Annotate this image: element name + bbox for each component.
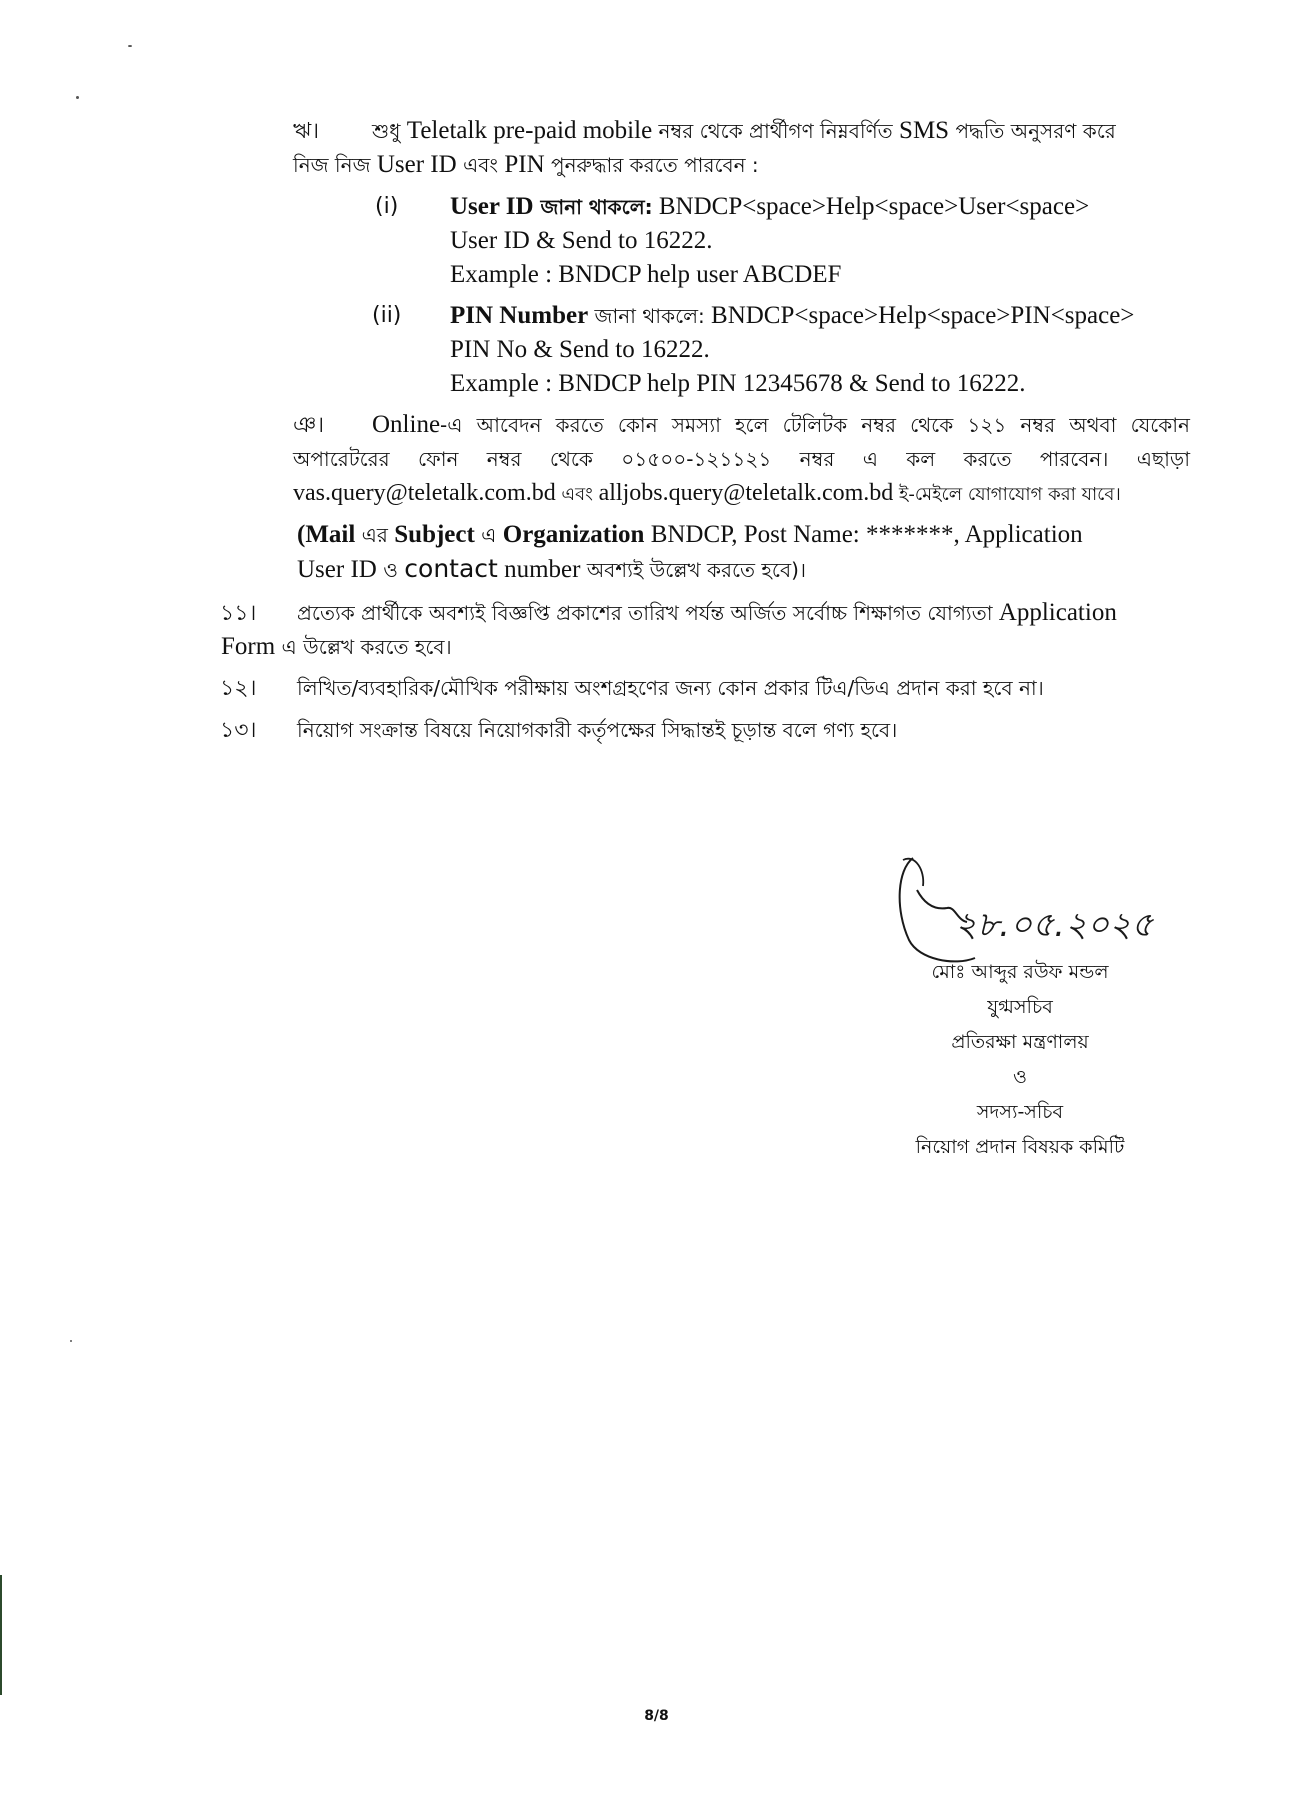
sub-i-marker: (i) bbox=[375, 194, 399, 219]
signature-block bbox=[880, 955, 1160, 1165]
item-kha-line-2: নিজ নিজ User ID এবং PIN পুনরুদ্ধার করতে পারবেন : bbox=[293, 151, 759, 178]
item-ga-note-line-1: (Mail এর Subject এ Organization BNDCP, Post Name: *******, Application bbox=[297, 521, 1083, 548]
sub-i-line-2: User ID & Send to 16222. bbox=[450, 227, 713, 254]
sub-ii-marker: (ii) bbox=[372, 303, 402, 328]
email-vas-query: vas.query@teletalk.com.bd bbox=[293, 480, 556, 506]
scan-speck bbox=[128, 45, 132, 47]
item-ga-note-line-2: User ID ও contact number অবশ্যই উল্লেখ করতে হবে)। bbox=[297, 554, 807, 583]
signatory-name: মোঃ আব্দুর রউফ মন্ডল bbox=[931, 961, 1109, 983]
item-12-text: লিখিত/ব্যবহারিক/মৌখিক পরীক্ষায় অংশগ্রহণের জন্য কোন প্রকার টিএ/ডিএ প্রদান করা হবে না। bbox=[297, 676, 1044, 700]
item-ga-marker: ঞ। bbox=[293, 413, 325, 438]
item-kha-marker: ঋ। bbox=[293, 119, 320, 144]
sub-ii-line-3: Example : BNDCP help PIN 12345678 & Send to 16222. bbox=[450, 370, 1026, 397]
item-11-line-2: Form এ উল্লেখ করতে হবে। bbox=[221, 633, 452, 660]
item-11-line-1: প্রত্যেক প্রার্থীকে অবশ্যই বিজ্ঞপ্তি প্রকাশের তারিখ পর্যন্ত অর্জিত সর্বোচ্চ শিক্ষাগত যোগ্যতা Application bbox=[297, 599, 1117, 626]
handwritten-signature bbox=[895, 850, 1175, 970]
signature-date: ২৮.০৫.২০২৫ bbox=[955, 905, 1154, 945]
signatory-designation: যুগ্মসচিব bbox=[987, 996, 1053, 1018]
item-kha-line-1: শুধু Teletalk pre-paid mobile নম্বর থেকে প্রার্থীগণ নিম্নবর্ণিত SMS পদ্ধতি অনুসরণ করে bbox=[372, 117, 1116, 144]
email-alljobs-query: alljobs.query@teletalk.com.bd bbox=[598, 480, 894, 506]
scan-edge-mark bbox=[0, 1575, 2, 1695]
signatory-committee: নিয়োগ প্রদান বিষয়ক কমিটি bbox=[915, 1136, 1125, 1158]
item-ga-line-1: Online-এ আবেদন করতে কোন সমস্যা হলে টেলিটক নম্বর থেকে ১২১ নম্বর অথবা যেকোন bbox=[372, 411, 1190, 438]
sub-i-line-1: User ID জানা থাকলে: BNDCP<space>Help<space>User<space> bbox=[450, 193, 1090, 220]
scan-speck bbox=[70, 1340, 72, 1342]
item-ga-line-3: vas.query@teletalk.com.bd এবং alljobs.query@teletalk.com.bd ই-মেইলে যোগাযোগ করা যাবে। bbox=[293, 480, 1121, 506]
signatory-conjunction: ও bbox=[1013, 1066, 1027, 1088]
item-ga-line-2: অপারেটরের ফোন নম্বর থেকে ০১৫০০-১২১১২১ নম্বর এ কল করতে পারবেন। এছাড়া bbox=[293, 447, 1190, 471]
sub-ii-line-1: PIN Number জানা থাকলে: BNDCP<space>Help<space>PIN<space> bbox=[450, 302, 1135, 329]
signatory-ministry: প্রতিরক্ষা মন্ত্রণালয় bbox=[951, 1031, 1089, 1053]
item-11-marker: ১১। bbox=[220, 601, 257, 626]
sub-i-line-3: Example : BNDCP help user ABCDEF bbox=[450, 261, 842, 288]
sub-ii-line-2: PIN No & Send to 16222. bbox=[450, 336, 710, 363]
item-13-text: নিয়োগ সংক্রান্ত বিষয়ে নিয়োগকারী কর্তৃপক্ষের সিদ্ধান্তই চূড়ান্ত বলে গণ্য হবে। bbox=[297, 718, 898, 742]
item-13-marker: ১৩। bbox=[220, 718, 257, 743]
page-number: 8/8 bbox=[644, 1708, 669, 1724]
scan-speck bbox=[76, 96, 79, 99]
item-12-marker: ১২। bbox=[220, 676, 257, 701]
signatory-role: সদস্য-সচিব bbox=[976, 1101, 1064, 1123]
